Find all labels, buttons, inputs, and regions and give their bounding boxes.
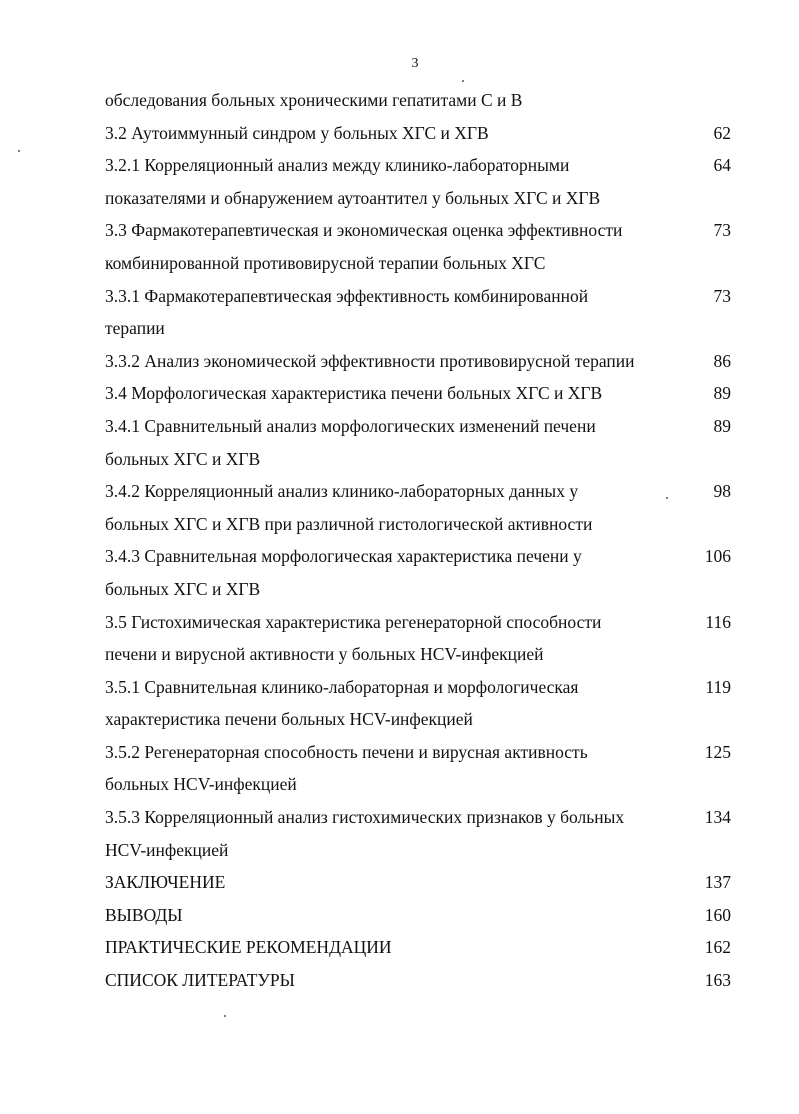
toc-entry-title-line: больных ХГС и ХГВ bbox=[105, 448, 261, 469]
toc-entry bbox=[105, 345, 735, 378]
scan-speck bbox=[666, 497, 668, 499]
toc-entry bbox=[105, 214, 735, 279]
toc-entry-title-line: 3.5 Гистохимическая характеристика регенераторной способности bbox=[105, 611, 602, 632]
toc-page-number: 86 bbox=[713, 350, 731, 371]
toc-entry-title-line: 3.5.2 Регенераторная способность печени и вирусная активность bbox=[105, 741, 588, 762]
toc-entry-title-line: печени и вирусной активности у больных HCV-инфекцией bbox=[105, 644, 544, 665]
scan-speck bbox=[18, 150, 20, 152]
toc-entry-title-line: HCV-инфекцией bbox=[105, 839, 229, 860]
toc-page-number: 73 bbox=[713, 220, 731, 241]
toc-page-number: 160 bbox=[704, 904, 731, 925]
toc-entry-title-line: показателями и обнаружением аутоантител у больных ХГС и ХГВ bbox=[105, 187, 601, 208]
toc-entry bbox=[105, 899, 735, 932]
toc-entry-title-line: обследования больных хроническими гепатитами С и В bbox=[105, 90, 523, 110]
toc-page-number: 162 bbox=[704, 937, 731, 958]
toc-page-number: 62 bbox=[713, 122, 731, 143]
page-number: 3 bbox=[411, 56, 419, 71]
toc-page-number: 89 bbox=[713, 383, 731, 404]
toc-entry bbox=[105, 964, 735, 997]
toc-entry-title-line: характеристика печени больных HCV-инфекцией bbox=[105, 709, 473, 730]
toc-entry-title-line: 3.3 Фармакотерапевтическая и экономическая оценка эффективности bbox=[105, 220, 623, 241]
toc-entry bbox=[105, 866, 735, 899]
toc-entry bbox=[105, 671, 735, 736]
toc-page-number: 106 bbox=[704, 546, 731, 567]
toc-page-number: 163 bbox=[704, 970, 731, 991]
toc-entry bbox=[105, 377, 735, 410]
toc-page-number: 119 bbox=[705, 676, 731, 697]
toc-entry bbox=[105, 736, 735, 801]
toc-page-number: 116 bbox=[705, 611, 731, 632]
toc-entry bbox=[105, 117, 735, 150]
toc-entry bbox=[105, 149, 735, 214]
toc-entry-title-line: 3.2 Аутоиммунный синдром у больных ХГС и ХГВ bbox=[105, 122, 489, 143]
toc-page-number: 89 bbox=[713, 415, 731, 436]
toc-entry bbox=[105, 540, 735, 605]
toc-entry-title-line: больных ХГС и ХГВ при различной гистологической активности bbox=[105, 513, 593, 534]
toc-entry-title-line: больных HCV-инфекцией bbox=[105, 774, 297, 795]
toc-entry-title-line: 3.2.1 Корреляционный анализ между клинико-лабораторными bbox=[105, 155, 570, 176]
toc-entry-title-line: 3.4.1 Сравнительный анализ морфологических изменений печени bbox=[105, 415, 596, 436]
toc-entry bbox=[105, 84, 735, 117]
toc-entry bbox=[105, 801, 735, 866]
toc-entry-title-line: ПРАКТИЧЕСКИЕ РЕКОМЕНДАЦИИ bbox=[105, 937, 392, 958]
toc-entry bbox=[105, 606, 735, 671]
toc-entry bbox=[105, 280, 735, 345]
toc-page-number: 98 bbox=[713, 481, 731, 502]
table-of-contents bbox=[105, 84, 735, 997]
toc-page-number: 137 bbox=[704, 872, 731, 893]
toc-entry-title-line: терапии bbox=[105, 318, 165, 339]
scan-speck bbox=[224, 1015, 226, 1017]
toc-entry-title-line: 3.3.1 Фармакотерапевтическая эффективность комбинированной bbox=[105, 285, 589, 306]
toc-entry bbox=[105, 410, 735, 475]
toc-entry-title-line: ВЫВОДЫ bbox=[105, 904, 183, 925]
toc-entry bbox=[105, 931, 735, 964]
toc-page-number: 73 bbox=[713, 285, 731, 306]
toc-page-number: 64 bbox=[713, 155, 731, 176]
scan-speck bbox=[462, 80, 464, 82]
toc-entry-title-line: комбинированной противовирусной терапии больных ХГС bbox=[105, 252, 546, 273]
toc-entry-title-line: 3.4.2 Корреляционный анализ клинико-лабораторных данных у bbox=[105, 481, 579, 502]
toc-entry-title-line: 3.4.3 Сравнительная морфологическая характеристика печени у bbox=[105, 546, 582, 567]
toc-entry bbox=[105, 475, 735, 540]
toc-entry-title-line: ЗАКЛЮЧЕНИЕ bbox=[105, 872, 226, 893]
toc-entry-title-line: СПИСОК ЛИТЕРАТУРЫ bbox=[105, 970, 295, 991]
toc-entry-title-line: 3.5.1 Сравнительная клинико-лабораторная и морфологическая bbox=[105, 676, 579, 697]
toc-entry-title-line: 3.5.3 Корреляционный анализ гистохимических признаков у больных bbox=[105, 807, 625, 828]
toc-page-number: 134 bbox=[704, 807, 731, 828]
toc-entry-title-line: 3.4 Морфологическая характеристика печени больных ХГС и ХГВ bbox=[105, 383, 603, 404]
toc-entry-title-line: больных ХГС и ХГВ bbox=[105, 578, 261, 599]
toc-entry-title-line: 3.3.2 Анализ экономической эффективности противовирусной терапии bbox=[105, 350, 635, 371]
toc-page-number: 125 bbox=[704, 741, 731, 762]
